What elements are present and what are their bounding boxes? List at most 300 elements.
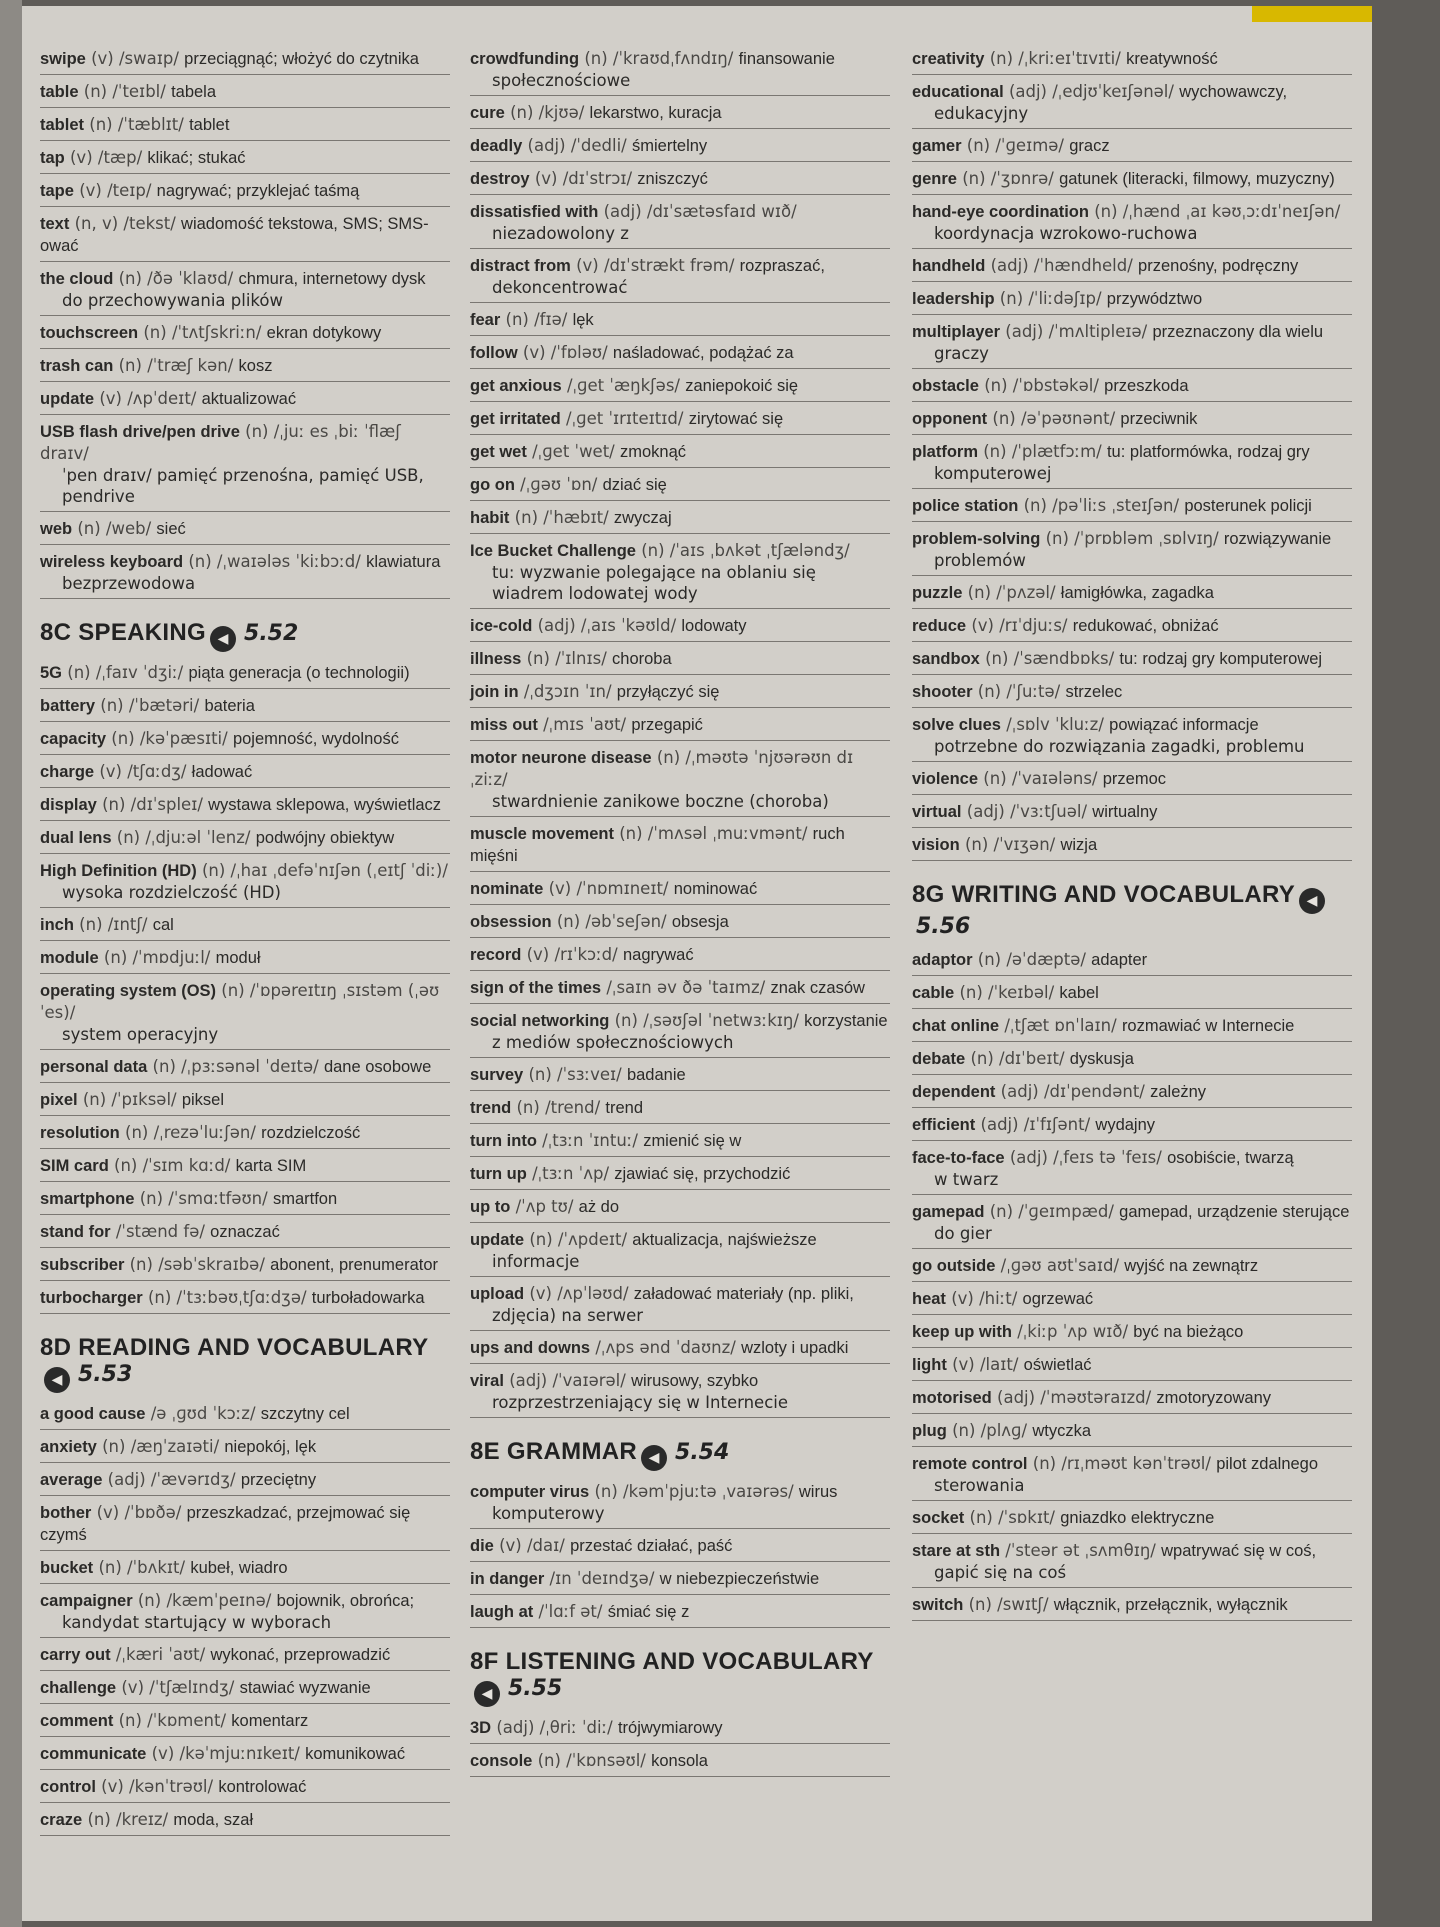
- vocab-translation-continued: tu: wyzwanie polegające na oblaniu się wiadrem lodowatej wody: [492, 563, 816, 603]
- vocab-entry: [40, 1770, 450, 1803]
- vocab-phonetic: (n) /ˈhæbɪt/: [514, 508, 609, 527]
- vocab-word: capacity: [40, 730, 107, 748]
- vocab-entry: [470, 872, 890, 905]
- vocab-translation: nagrywać: [622, 946, 694, 964]
- vocab-phonetic: (n) /dɪˈbeɪt/: [970, 1049, 1065, 1068]
- vocab-entry: [470, 1004, 890, 1058]
- vocab-entry: [40, 349, 450, 382]
- vocab-entry: [40, 141, 450, 174]
- vocab-word: console: [470, 1752, 533, 1770]
- vocab-entry: [470, 1190, 890, 1223]
- vocab-word: go outside: [912, 1257, 996, 1275]
- vocab-entry: [912, 762, 1352, 795]
- vocab-translation: komentarz: [231, 1712, 309, 1730]
- vocab-entry: [40, 1671, 450, 1704]
- vocab-phonetic: (adj) /ˌfeɪs tə ˈfeɪs/: [1009, 1148, 1162, 1167]
- vocab-word: crowdfunding: [470, 50, 580, 68]
- vocab-entry: [40, 1397, 450, 1430]
- vocab-translation: trójwymiarowy: [617, 1719, 723, 1737]
- audio-track-number: 5.52: [244, 621, 299, 646]
- vocab-word: plug: [912, 1422, 947, 1440]
- vocab-phonetic: (n) /ˈsændbɒks/: [985, 649, 1115, 668]
- vocab-phonetic: (n) /ˈʒɒnrə/: [962, 169, 1054, 188]
- vocab-phonetic: (n) /səbˈskraɪbə/: [129, 1255, 265, 1274]
- vocab-entry: [40, 722, 450, 755]
- section-title: 8G WRITING AND VOCABULARY: [912, 881, 1296, 908]
- vocab-phonetic: (n) /ˈpɪksəl/: [82, 1090, 177, 1109]
- vocab-entry: [912, 315, 1352, 369]
- vocab-phonetic: /ˈstænd fə/: [115, 1222, 205, 1241]
- vocab-entry: [40, 1584, 450, 1638]
- vocab-word: touchscreen: [40, 324, 139, 342]
- vocab-phonetic: (v) /ˈtʃælɪndʒ/: [121, 1678, 235, 1697]
- vocab-word: bucket: [40, 1559, 94, 1577]
- vocab-phonetic: /ˌtʃæt ɒnˈlaɪn/: [1004, 1016, 1117, 1035]
- vocab-word: text: [40, 215, 70, 233]
- vocab-word: trash can: [40, 357, 114, 375]
- vocab-entry: [912, 249, 1352, 282]
- vocab-entry: [912, 1534, 1352, 1588]
- vocab-translation: przeznaczony dla wielu: [1152, 323, 1324, 341]
- vocab-entry: [470, 369, 890, 402]
- vocab-translation: klikać; stukać: [147, 149, 246, 167]
- vocab-word: habit: [470, 509, 510, 527]
- vocab-translation-continued: wysoka rozdzielczość (HD): [62, 883, 281, 902]
- section-heading: [40, 619, 450, 652]
- vocab-translation-continued: edukacyjny: [934, 104, 1029, 123]
- vocab-translation: wydajny: [1095, 1116, 1156, 1134]
- vocab-translation: karta SIM: [235, 1157, 307, 1175]
- vocab-word: hand-eye coordination: [912, 203, 1089, 221]
- vocab-word: go on: [470, 476, 515, 494]
- page-tab: [1252, 6, 1372, 22]
- speaker-icon: ◀: [641, 1445, 667, 1471]
- vocab-entry: [912, 162, 1352, 195]
- vocab-entry: [912, 522, 1352, 576]
- vocab-entry: [40, 1496, 450, 1551]
- vocab-translation: zirytować się: [688, 410, 784, 428]
- vocab-entry: [470, 1529, 890, 1562]
- vocab-translation: pilot zdalnego: [1216, 1455, 1319, 1473]
- vocab-word: bother: [40, 1504, 92, 1522]
- vocab-word: upload: [470, 1285, 525, 1303]
- vocab-word: up to: [470, 1198, 511, 1216]
- vocab-entry: [912, 1381, 1352, 1414]
- vocab-phonetic: (v) /dɪˈstrɔɪ/: [534, 169, 633, 188]
- vocab-phonetic: (n) /fɪə/: [505, 310, 568, 329]
- vocab-entry: [470, 336, 890, 369]
- vocab-entry: [470, 501, 890, 534]
- vocab-translation: podwójny obiektyw: [255, 829, 395, 847]
- vocab-entry: [40, 382, 450, 415]
- vocab-entry: [470, 303, 890, 336]
- vocab-entry: [912, 489, 1352, 522]
- vocab-phonetic: (n) /ˈtʌtʃskriːn/: [143, 323, 262, 342]
- vocab-phonetic: (adj) /ˈvɜːtʃuəl/: [966, 802, 1088, 821]
- vocab-word: violence: [912, 770, 979, 788]
- vocab-entry: [470, 971, 890, 1004]
- vocab-entry: [912, 129, 1352, 162]
- vocab-phonetic: (n) /kreɪz/: [87, 1810, 169, 1829]
- vocab-phonetic: (n) /ˈtræʃ kən/: [118, 356, 234, 375]
- vocab-word: face-to-face: [912, 1149, 1005, 1167]
- vocab-translation: dziać się: [602, 476, 667, 494]
- vocab-translation: piksel: [181, 1091, 225, 1109]
- vocab-translation: abonent, prenumerator: [270, 1256, 439, 1274]
- vocab-phonetic: (n) /ˈvɪʒən/: [964, 835, 1056, 854]
- vocab-entry: [912, 642, 1352, 675]
- vocab-phonetic: (n) /ˈaɪs ˌbʌkət ˌtʃæləndʒ/: [641, 541, 850, 560]
- vocab-word: operating system (OS): [40, 982, 217, 1000]
- vocab-word: survey: [470, 1066, 524, 1084]
- vocab-entry: [40, 1430, 450, 1463]
- vocab-translation: ładować: [191, 763, 253, 781]
- vocab-entry: [912, 42, 1352, 75]
- audio-track-number: 5.56: [916, 914, 971, 939]
- vocab-translation: klawiatura: [366, 553, 441, 571]
- vocab-translation: lodowaty: [681, 617, 747, 635]
- vocab-phonetic: (n) /ˈkɒment/: [118, 1711, 227, 1730]
- vocab-phonetic: (v) /rɪˈdjuːs/: [971, 616, 1068, 635]
- vocab-word: genre: [912, 170, 957, 188]
- vocab-translation: obsesja: [671, 913, 729, 931]
- vocab-translation-continued: dekoncentrować: [492, 278, 628, 297]
- vocab-phonetic: (n) /ˈmɒdjuːl/: [103, 948, 211, 967]
- vocab-translation: przestać działać, paść: [570, 1537, 733, 1555]
- vocab-phonetic: (n) /dɪˈspleɪ/: [102, 795, 203, 814]
- vocab-word: chat online: [912, 1017, 1000, 1035]
- vocab-translation-continued: zdjęcia) na serwer: [492, 1306, 644, 1325]
- vocab-phonetic: (n) /ðə ˈklaʊd/: [118, 269, 234, 288]
- vocab-phonetic: (n) /kəmˈpjuːtə ˌvaɪərəs/: [594, 1482, 794, 1501]
- vocab-entry: [912, 828, 1352, 861]
- vocab-translation: komunikować: [305, 1745, 406, 1763]
- vocab-word: dual lens: [40, 829, 112, 847]
- vocab-phonetic: (adj) /ɪˈfɪʃənt/: [980, 1115, 1091, 1134]
- vocab-word: stare at sth: [912, 1542, 1001, 1560]
- vocab-translation: zmotoryzowany: [1156, 1389, 1272, 1407]
- vocab-word: control: [40, 1778, 96, 1796]
- vocab-entry: [470, 708, 890, 741]
- vocab-phonetic: (n) /ˈteɪbl/: [83, 82, 166, 101]
- vocab-word: solve clues: [912, 716, 1001, 734]
- vocab-entry: [912, 576, 1352, 609]
- vocab-entry: [40, 316, 450, 349]
- vocab-translation: kreatywność: [1126, 50, 1218, 68]
- vocab-word: gamepad: [912, 1203, 985, 1221]
- vocab-word: remote control: [912, 1455, 1028, 1473]
- vocab-phonetic: (v) /tʃɑːdʒ/: [99, 762, 187, 781]
- vocab-word: reduce: [912, 617, 967, 635]
- vocab-translation-continued: do przechowywania plików: [62, 291, 283, 310]
- vocab-translation-continued: gapić się na coś: [934, 1563, 1067, 1582]
- vocab-word: USB flash drive/pen drive: [40, 423, 240, 441]
- vocab-phonetic: (n) /ˈʃuːtə/: [977, 682, 1061, 701]
- vocab-translation: przywództwo: [1106, 290, 1203, 308]
- vocab-word: destroy: [470, 170, 530, 188]
- vocab-phonetic: /ə ˌɡʊd ˈkɔːz/: [150, 1404, 256, 1423]
- vocab-entry: [912, 675, 1352, 708]
- vocab-translation-continued: do gier: [934, 1224, 992, 1243]
- vocab-translation-continued: informacje: [492, 1252, 580, 1271]
- vocab-word: in danger: [470, 1570, 545, 1588]
- vocab-word: light: [912, 1356, 947, 1374]
- vocab-phonetic: (adj) /ˌedjʊˈkeɪʃənəl/: [1008, 82, 1174, 101]
- vocab-word: SIM card: [40, 1157, 109, 1175]
- vocab-word: platform: [912, 443, 978, 461]
- vocab-entry: [470, 741, 890, 817]
- vocab-entry: [470, 1711, 890, 1744]
- vocab-phonetic: /ˌɡəʊ aʊtˈsaɪd/: [1000, 1256, 1120, 1275]
- vocab-translation: ogrzewać: [1022, 1290, 1094, 1308]
- vocab-translation-continued: niezadowolony z: [492, 224, 629, 243]
- vocab-entry: [912, 1348, 1352, 1381]
- vocab-phonetic: /ˌsaɪn əv ðə ˈtaɪmz/: [606, 978, 766, 997]
- section-title: 8C SPEAKING: [40, 619, 207, 646]
- vocab-entry: [40, 656, 450, 689]
- vocab-word: inch: [40, 916, 74, 934]
- vocab-translation: bojownik, obrońca;: [276, 1592, 415, 1610]
- vocab-phonetic: (adj) /ˌaɪs ˈkəʊld/: [537, 616, 677, 635]
- vocab-word: educational: [912, 83, 1004, 101]
- vocab-word: High Definition (HD): [40, 862, 197, 880]
- vocab-phonetic: /ˌkiːp ˈʌp wɪð/: [1017, 1322, 1128, 1341]
- vocab-phonetic: (adj) /ˈmʌltipleɪə/: [1005, 322, 1148, 341]
- vocab-translation: aż do: [578, 1198, 620, 1216]
- vocab-word: communicate: [40, 1745, 147, 1763]
- vocab-phonetic: (n) /əˈdæptə/: [977, 950, 1086, 969]
- vocab-word: module: [40, 949, 99, 967]
- vocab-phonetic: (n) /ˌrezəˈluːʃən/: [125, 1123, 256, 1142]
- vocab-entry: [40, 108, 450, 141]
- vocab-word: police station: [912, 497, 1019, 515]
- section-heading: [470, 1648, 890, 1707]
- vocab-translation: oświetlać: [1023, 1356, 1092, 1374]
- vocab-entry: [40, 1050, 450, 1083]
- vocab-phonetic: (v) /ʌpˈdeɪt/: [99, 389, 197, 408]
- vocab-phonetic: (n) /kjʊə/: [510, 103, 585, 122]
- vocab-word: ups and downs: [470, 1339, 591, 1357]
- vocab-phonetic: /ˌdʒɔɪn ˈɪn/: [523, 682, 612, 701]
- dictionary-page: [22, 6, 1372, 1921]
- vocab-phonetic: /ˌɡet ˈwet/: [532, 442, 615, 461]
- vocab-translation: niepokój, lęk: [224, 1438, 317, 1456]
- vocab-phonetic: (n) /ˈtæblɪt/: [89, 115, 184, 134]
- vocab-translation-continued: z mediów społecznościowych: [492, 1033, 734, 1052]
- vocab-translation: wzloty i upadki: [741, 1339, 849, 1357]
- vocab-entry: [470, 1058, 890, 1091]
- vocab-entry: [470, 249, 890, 303]
- vocab-word: dissatisfied with: [470, 203, 599, 221]
- section-title: 8E GRAMMAR: [470, 1438, 638, 1465]
- vocab-word: display: [40, 796, 97, 814]
- vocab-entry: [912, 708, 1352, 762]
- vocab-phonetic: (n) /əbˈseʃən/: [556, 912, 667, 931]
- vocab-word: tape: [40, 182, 74, 200]
- vocab-entry: [912, 195, 1352, 249]
- vocab-phonetic: (n) /ˈplætfɔːm/: [983, 442, 1102, 461]
- vocab-entry: [470, 938, 890, 971]
- vocab-word: Ice Bucket Challenge: [470, 542, 636, 560]
- vocab-translation: wpatrywać się w coś,: [1161, 1542, 1317, 1560]
- vocab-entry: [470, 1157, 890, 1190]
- vocab-word: craze: [40, 1811, 83, 1829]
- vocab-phonetic: /ɪn ˈdeɪndʒə/: [549, 1569, 655, 1588]
- vocab-word: puzzle: [912, 584, 963, 602]
- vocab-word: tap: [40, 149, 65, 167]
- vocab-translation: wtyczka: [1032, 1422, 1092, 1440]
- vocab-phonetic: (n) /pəˈliːs ˌsteɪʃən/: [1023, 496, 1180, 515]
- vocab-translation: gracz: [1069, 137, 1110, 155]
- vocab-word: update: [470, 1231, 525, 1249]
- vocab-translation: szczytny cel: [260, 1405, 350, 1423]
- vocab-entry: [470, 1364, 890, 1418]
- vocab-entry: [470, 195, 890, 249]
- vocab-translation: kubeł, wiadro: [190, 1559, 288, 1577]
- vocab-translation: trend: [605, 1099, 644, 1117]
- vocab-translation: przeszkadzać, przejmować się czymś: [40, 1504, 411, 1544]
- vocab-phonetic: (n) /trend/: [516, 1098, 601, 1117]
- vocab-word: turn into: [470, 1132, 537, 1150]
- vocab-word: cure: [470, 104, 505, 122]
- vocab-translation: tu: platformówka, rodzaj gry: [1106, 443, 1310, 461]
- vocab-word: illness: [470, 650, 522, 668]
- vocab-phonetic: (v) /dɪˈstrækt frəm/: [576, 256, 735, 275]
- vocab-phonetic: (v) /ʌpˈləʊd/: [529, 1284, 629, 1303]
- vocab-entry: [912, 1501, 1352, 1534]
- vocab-entry: [40, 1638, 450, 1671]
- vocab-entry: [470, 129, 890, 162]
- vocab-phonetic: (adj) /ˈævərɪdʒ/: [107, 1470, 236, 1489]
- vocab-entry: [40, 941, 450, 974]
- vocab-entry: [912, 1315, 1352, 1348]
- vocab-translation: chmura, internetowy dysk: [238, 270, 426, 288]
- vocab-entry: [470, 468, 890, 501]
- vocab-translation: zniszczyć: [637, 170, 708, 188]
- vocab-word: 5G: [40, 664, 63, 682]
- vocab-word: gamer: [912, 137, 962, 155]
- vocab-entry: [40, 854, 450, 908]
- vocab-phonetic: (n) /ˈkeɪbəl/: [959, 983, 1055, 1002]
- vocab-entry: [40, 262, 450, 316]
- vocab-phonetic: (n, v) /tekst/: [74, 214, 176, 233]
- speaker-icon: ◀: [474, 1681, 500, 1707]
- vocab-word: distract from: [470, 257, 571, 275]
- vocab-translation: tablet: [189, 116, 230, 134]
- vocab-translation-continued: społecznościowe: [492, 71, 631, 90]
- speaker-icon: ◀: [1299, 888, 1325, 914]
- vocab-translation: wiadomość tekstowa, SMS; SMS-ować: [40, 215, 429, 255]
- vocab-entry: [470, 42, 890, 96]
- vocab-translation: wyjść na zewnątrz: [1124, 1257, 1259, 1275]
- vocab-entry: [40, 545, 450, 599]
- vocab-word: sandbox: [912, 650, 980, 668]
- vocab-translation: stawiać wyzwanie: [239, 1679, 371, 1697]
- vocab-phonetic: (n) /ˈsɪm kɑːd/: [114, 1156, 231, 1175]
- vocab-entry: [40, 1149, 450, 1182]
- vocab-word: leadership: [912, 290, 995, 308]
- vocab-word: anxiety: [40, 1438, 97, 1456]
- vocab-entry: [470, 817, 890, 872]
- vocab-translation: lekarstwo, kuracja: [589, 104, 722, 122]
- vocab-entry: [40, 75, 450, 108]
- vocab-translation-continued: koordynacja wzrokowo-ruchowa: [934, 224, 1198, 243]
- vocab-word: heat: [912, 1290, 946, 1308]
- vocab-translation-continued: graczy: [934, 344, 989, 363]
- vocab-word: sign of the times: [470, 979, 602, 997]
- vocab-entry: [912, 609, 1352, 642]
- vocab-word: get irritated: [470, 410, 561, 428]
- vocab-word: vision: [912, 836, 960, 854]
- vocab-word: update: [40, 390, 95, 408]
- vocab-translation: przeciągnąć; włożyć do czytnika: [184, 50, 419, 68]
- vocab-word: web: [40, 520, 73, 538]
- vocab-entry: [470, 534, 890, 609]
- vocab-phonetic: (n) /ˌkriːeɪˈtɪvɪti/: [989, 49, 1121, 68]
- vocab-phonetic: (n) /ˈbʌkɪt/: [98, 1558, 186, 1577]
- vocab-phonetic: (n) /ˌhænd ˌaɪ kəʊˌɔːdɪˈneɪʃən/: [1094, 202, 1341, 221]
- vocab-phonetic: (v) /hiːt/: [951, 1289, 1018, 1308]
- vocab-phonetic: (n) /web/: [77, 519, 152, 538]
- vocab-translation: zjawiać się, przychodzić: [614, 1165, 791, 1183]
- vocab-word: average: [40, 1471, 103, 1489]
- vocab-entry: [912, 1009, 1352, 1042]
- vocab-translation: lęk: [572, 311, 594, 329]
- vocab-phonetic: (adj) /ˈvaɪərəl/: [509, 1371, 626, 1390]
- vocab-translation: dyskusja: [1069, 1050, 1134, 1068]
- vocab-phonetic: /ˌmɪs ˈaʊt/: [543, 715, 627, 734]
- vocab-phonetic: (n) /ˌwaɪələs ˈkiːbɔːd/: [188, 552, 361, 571]
- vocab-entry: [470, 609, 890, 642]
- vocab-entry: [912, 1588, 1352, 1621]
- section-title: 8D READING AND VOCABULARY: [40, 1334, 429, 1361]
- vocab-word: resolution: [40, 1124, 120, 1142]
- vocab-phonetic: (v) /tæp/: [70, 148, 143, 167]
- vocab-translation: w niebezpieczeństwie: [659, 1570, 820, 1588]
- vocab-translation: choroba: [612, 650, 672, 668]
- vocab-phonetic: (n) /ˈɒpəreɪtɪŋ ˌsɪstəm (ˌəʊ ˈes)/: [40, 981, 440, 1022]
- vocab-translation-continued: problemów: [934, 551, 1026, 570]
- section-heading: [470, 1438, 890, 1471]
- vocab-translation: wystawa sklepowa, wyświetlacz: [208, 796, 442, 814]
- vocab-word: get anxious: [470, 377, 562, 395]
- vocab-phonetic: /ˌɡet ˈæŋkʃəs/: [566, 376, 680, 395]
- vocab-word: debate: [912, 1050, 966, 1068]
- vocab-translation: rozpraszać,: [739, 257, 825, 275]
- vocab-phonetic: (adj) /ˈməʊtəraɪzd/: [997, 1388, 1152, 1407]
- vocab-entry: [912, 369, 1352, 402]
- vocab-word: creativity: [912, 50, 985, 68]
- vocab-translation: dane osobowe: [323, 1058, 432, 1076]
- vocab-entry: [470, 402, 890, 435]
- vocab-entry: [40, 908, 450, 941]
- vocab-translation: zmoknąć: [620, 443, 687, 461]
- vocab-phonetic: (v) /kəˈmjuːnɪkeɪt/: [151, 1744, 300, 1763]
- vocab-word: keep up with: [912, 1323, 1012, 1341]
- vocab-entry: [470, 1475, 890, 1529]
- vocab-translation: korzystanie: [804, 1012, 888, 1030]
- vocab-translation-continued: ˈpen draɪv/ pamięć przenośna, pamięć USB, pendrive: [62, 466, 424, 506]
- vocab-entry: [912, 976, 1352, 1009]
- vocab-phonetic: (v) /ˈbɒðə/: [96, 1503, 182, 1522]
- vocab-phonetic: (v) /swaɪp/: [91, 49, 179, 68]
- vocab-translation: rozwiązywanie: [1223, 530, 1332, 548]
- vocab-word: turbocharger: [40, 1289, 143, 1307]
- vocab-phonetic: (adj) /dɪˈsætəsfaɪd wɪð/: [603, 202, 797, 221]
- vocab-word: comment: [40, 1712, 114, 1730]
- vocab-entry: [40, 1083, 450, 1116]
- vocab-entry: [40, 1551, 450, 1584]
